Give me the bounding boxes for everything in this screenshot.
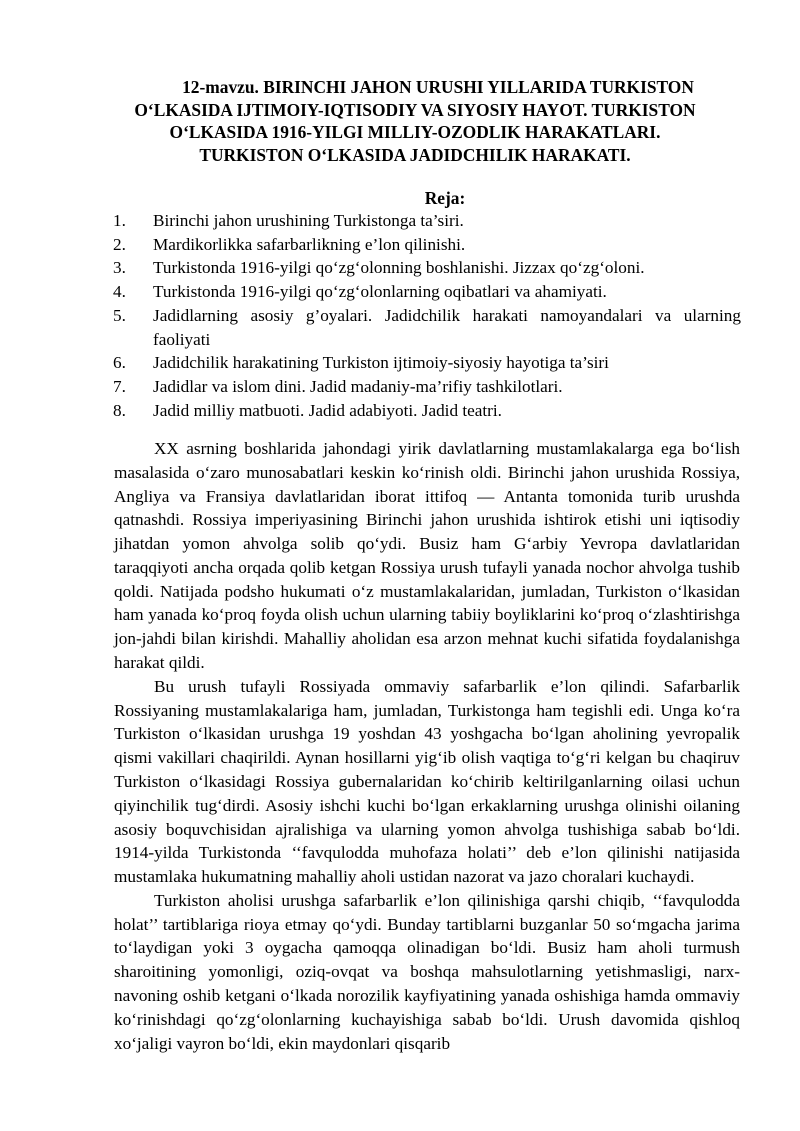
- plan-item-text: Jadidlar va islom dini. Jadid madaniy-ma’rifiy tashkilotlari.: [153, 376, 563, 396]
- document-body: [114, 437, 740, 1055]
- plan-item: [113, 233, 741, 257]
- title-line: O‘LKASIDA IJTIMOIY-IQTISODIY VA SIYOSIY HAYOT. TURKISTON: [134, 99, 696, 120]
- plan-item-text: Jadidlarning asosiy g’oyalari. Jadidchilik harakati namoyandalari va ularning faoliyati: [153, 305, 741, 349]
- plan-heading: Reja:: [424, 188, 466, 208]
- plan-list: [113, 209, 741, 422]
- plan-item-number: 7.: [113, 376, 126, 396]
- body-paragraph: XX asrning boshlarida jahondagi yirik davlatlarning mustamlakalarga ega bo‘lish masalasida o‘zaro munosabatlari keskin ko‘rinish oldi. Birinchi jahon urushida Rossiya, Angliya va Fransiya davlatlaridan iborat ittifoq — Antanta tomonida turib urushda qatnashdi. Rossiya imperiyasining Birinchi jahon urushida ishtirok etishi uni iqtisodiy jihatdan yomon ahvolga solib qo‘ydi. Busiz ham G‘arbiy Yevropa davlatlaridan taraqqiyoti ancha orqada qolib ketgan Rossiya urush tufayli yanada nochor ahvolga tushib qoldi. Natijada podsho hukumati o‘z mustamlakalaridan, jumladan, Turkiston o‘lkasidan ham yanada ko‘proq foyda olish uchun ularning tabiiy boyliklarini ko‘proq o‘zlashtirishga jon-jahdi bilan kirishdi. Mahalliy aholidan esa arzon mehnat kuchi sifatida foydalanishga harakat qildi.: [114, 439, 740, 673]
- plan-item-text: Turkistonda 1916-yilgi qo‘zg‘olonning boshlanishi. Jizzax qo‘zg‘oloni.: [153, 258, 645, 278]
- plan-item-number: 3.: [113, 258, 126, 278]
- plan-item: [113, 304, 741, 351]
- plan-item-number: 8.: [113, 400, 126, 420]
- plan-item-text: Mardikorlikka safarbarlikning e’lon qilinishi.: [153, 234, 466, 254]
- plan-item-number: 5.: [113, 305, 126, 325]
- plan-item: [113, 209, 741, 233]
- plan-item: [113, 280, 741, 304]
- title-line: TURKISTON O‘LKASIDA JADIDCHILIK HARAKATI.: [199, 144, 631, 165]
- plan-item-text: Jadid milliy matbuoti. Jadid adabiyoti. Jadid teatri.: [153, 400, 502, 420]
- plan-item-number: 6.: [113, 353, 126, 373]
- plan-item-text: Birinchi jahon urushining Turkistonga ta’siri.: [153, 211, 464, 230]
- document-title: [95, 76, 735, 166]
- plan-item-text: Turkistonda 1916-yilgi qo‘zg‘olonlarning oqibatlari va ahamiyati.: [153, 282, 607, 302]
- plan-item: [113, 351, 741, 375]
- plan-item: [113, 375, 741, 399]
- plan-item-number: 1.: [113, 211, 126, 230]
- plan-item-number: 4.: [113, 282, 126, 302]
- body-paragraph: Bu urush tufayli Rossiyada ommaviy safarbarlik e’lon qilindi. Safarbarlik Rossiyaning mustamlakalariga ham, jumladan, Turkistonga ham tegishli edi. Unga ko‘ra Turkiston o‘lkasidan urushga 19 yoshdan 43 yoshgacha bo‘lgan aholining yevropalik qismi vakillari chaqirildi. Aynan hosillarni yig‘ib olish vaqtiga to‘g‘ri kelgan bu chaqiruv Turkiston o‘lkasidagi Rossiya gubernalaridan ko‘chirib keltirilganlarning oilasi uchun qiyinchilik tug‘dirdi. Asosiy ishchi kuchi bo‘lgan erkaklarning urushga olinishi oilaning asosiy boquvchisidan ajralishiga va ularning yomon ahvolga tushishiga sabab bo‘ldi. 1914-yilda Turkistonda ‘‘favqulodda muhofaza holati’’ deb e’lon qilinishi natijasida mustamlaka hukumatning mahalliy aholi ustidan nazorat va jazo choralari kuchaydi.: [114, 676, 740, 887]
- title-line: O‘LKASIDA 1916-YILGI MILLIY-OZODLIK HARAKATLARI.: [169, 122, 661, 142]
- plan-item: [113, 399, 741, 423]
- plan-item-number: 2.: [113, 234, 126, 254]
- body-paragraph: Turkiston aholisi urushga safarbarlik e’lon qilinishiga qarshi chiqib, ‘‘favqulodda holat’’ tartiblariga rioya etmay qo‘ydi. Bunday tartiblarni buzganlar 50 so‘mgacha jarima to‘laydigan yoki 3 oygacha qamoqqa olinadigan bo‘ldi. Busiz ham aholi turmush sharoitining yomonligi, oziq-ovqat va boshqa mahsulotlarning yetishmasligi, narx-navoning oshib ketgani o‘lkada norozilik kayfiyatining yanada oshishiga hamda ommaviy ko‘rinishdagi qo‘zg‘olonlarning kuchayishiga sabab bo‘ldi. Urush davomida qishloq xo‘jaligi vayron bo‘ldi, ekin maydonlari qisqarib: [114, 890, 740, 1053]
- plan-item-text: Jadidchilik harakatining Turkiston ijtimoiy-siyosiy hayotiga ta’siri: [153, 353, 609, 373]
- plan-item: [113, 256, 741, 280]
- title-line: 12-mavzu. BIRINCHI JAHON URUSHI YILLARIDA TURKISTON: [182, 77, 694, 97]
